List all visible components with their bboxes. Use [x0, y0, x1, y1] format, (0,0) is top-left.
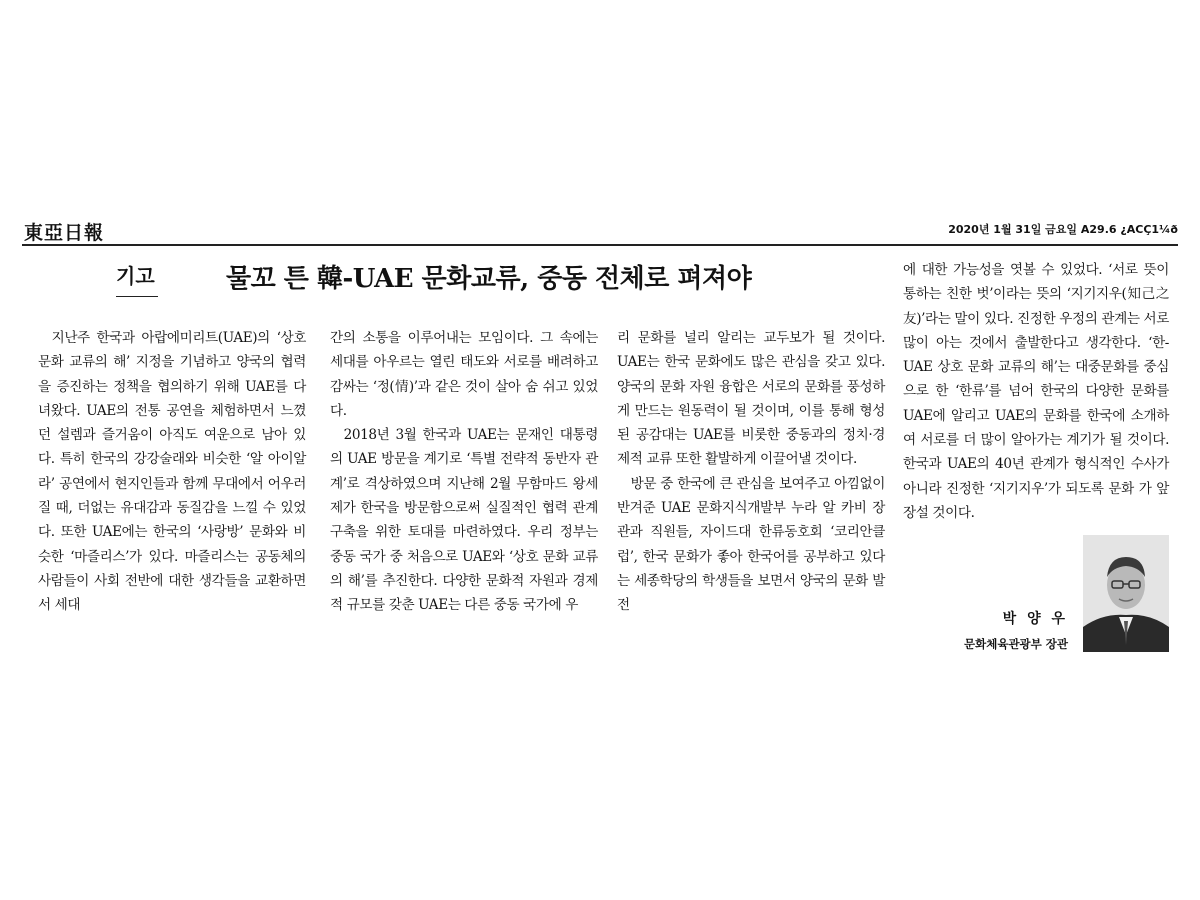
- article-column-3: [617, 326, 885, 618]
- paragraph: 방문 중 한국에 큰 관심을 보여주고 아낌없이 반겨준 UAE 문화지식개발부 누라 알 카비 장관과 직원들, 자이드대 한류동호회 ‘코리안클럽’, 한국 문화가 좋아 한국어를 공부하고 있다는 세종학당의 학생들을 보면서 양국의 문화 발전: [617, 475, 885, 614]
- author-byline: [938, 608, 1068, 652]
- author-photo: [1083, 535, 1169, 652]
- paragraph: 에 대한 가능성을 엿볼 수 있었다. ‘서로 뜻이 통하는 친한 벗’이라는 뜻의 ‘지기지우(知己之友)’라는 말이 있다. 진정한 우정의 관계는 서로 많이 아는 것에서 출발한다고 생각한다. ‘한-UAE 상호 문화 교류의 해’는 대중문화를 중심으로 한 ‘한류’를 넘어 한국의 다양한 문화를 UAE에 알리고 UAE의 문화를 한국에 소개하여 서로를 더 많이 알아가는 계기가 될 것이다. 한국과 UAE의 40년 관계가 형식적인 수사가 아니라 진정한 ‘지기지우’가 되도록 문화 가 앞장설 것이다.: [903, 262, 1169, 521]
- author-portrait-image: [1083, 535, 1169, 652]
- paragraph: 간의 소통을 이루어내는 모임이다. 그 속에는 세대를 아우르는 열린 태도와 서로를 배려하고 감싸는 ‘정(情)’과 같은 것이 살아 숨 쉬고 있었다.: [330, 330, 598, 419]
- paragraph: 리 문화를 널리 알리는 교두보가 될 것이다. UAE는 한국 문화에도 많은 관심을 갖고 있다. 양국의 문화 자원 융합은 서로의 문화를 풍성하게 만드는 원동력이 될 것이며, 이를 통해 형성된 공감대는 UAE를 비롯한 중동과의 정치·경제적 교류 또한 활발하게 이끌어낼 것이다.: [617, 330, 885, 468]
- section-rule: [116, 296, 158, 297]
- dateline: 2020년 1월 31일 금요일 A29.6 ¿ACÇ1¼ð: [948, 223, 1178, 236]
- paragraph: 2018년 3월 한국과 UAE는 문재인 대통령의 UAE 방문을 계기로 ‘특별 전략적 동반자 관계’로 격상하였으며 지난해 2월 무함마드 왕세제가 한국을 방문함으로써 실질적인 협력 관계 구축을 위한 토대를 마련하였다. 우리 정부는 중동 국가 중 처음으로 UAE와 ‘상호 문화 교류의 해’를 추진한다. 다양한 문화적 자원과 경제적 규모를 갖춘 UAE는 다른 중동 국가에 우: [330, 427, 598, 614]
- article-column-1: [38, 326, 306, 618]
- article-column-4: [903, 258, 1169, 525]
- masthead-logo: 東亞日報: [24, 222, 105, 244]
- author-title: 문화체육관광부 장관: [964, 637, 1068, 651]
- headline: 물꼬 튼 韓-UAE 문화교류, 중동 전체로 펴져야: [226, 264, 752, 294]
- paragraph: 지난주 한국과 아랍에미리트(UAE)의 ‘상호 문화 교류의 해’ 지정을 기념하고 양국의 협력을 증진하는 정책을 협의하기 위해 UAE를 다녀왔다. UAE의 전통 공연을 체험하면서 느꼈던 설렘과 즐거움이 아직도 여운으로 남아 있다. 특히 한국의 강강술래와 비슷한 ‘알 아이알라’ 공연에서 현지인들과 함께 무대에서 어우러질 때, 더없는 유대감과 동질감을 느낄 수 있었다. 또한 UAE에는 한국의 ‘사랑방’ 문화와 비슷한 ‘마즐리스’가 있다. 마즐리스는 공동체의 사람들이 사회 전반에 대한 생각들을 교환하면서 세대: [38, 330, 306, 614]
- masthead-rule: [22, 244, 1178, 246]
- section-label: 기고: [116, 264, 155, 288]
- article-column-2: [330, 326, 598, 618]
- author-name: 박 양 우: [1002, 611, 1068, 627]
